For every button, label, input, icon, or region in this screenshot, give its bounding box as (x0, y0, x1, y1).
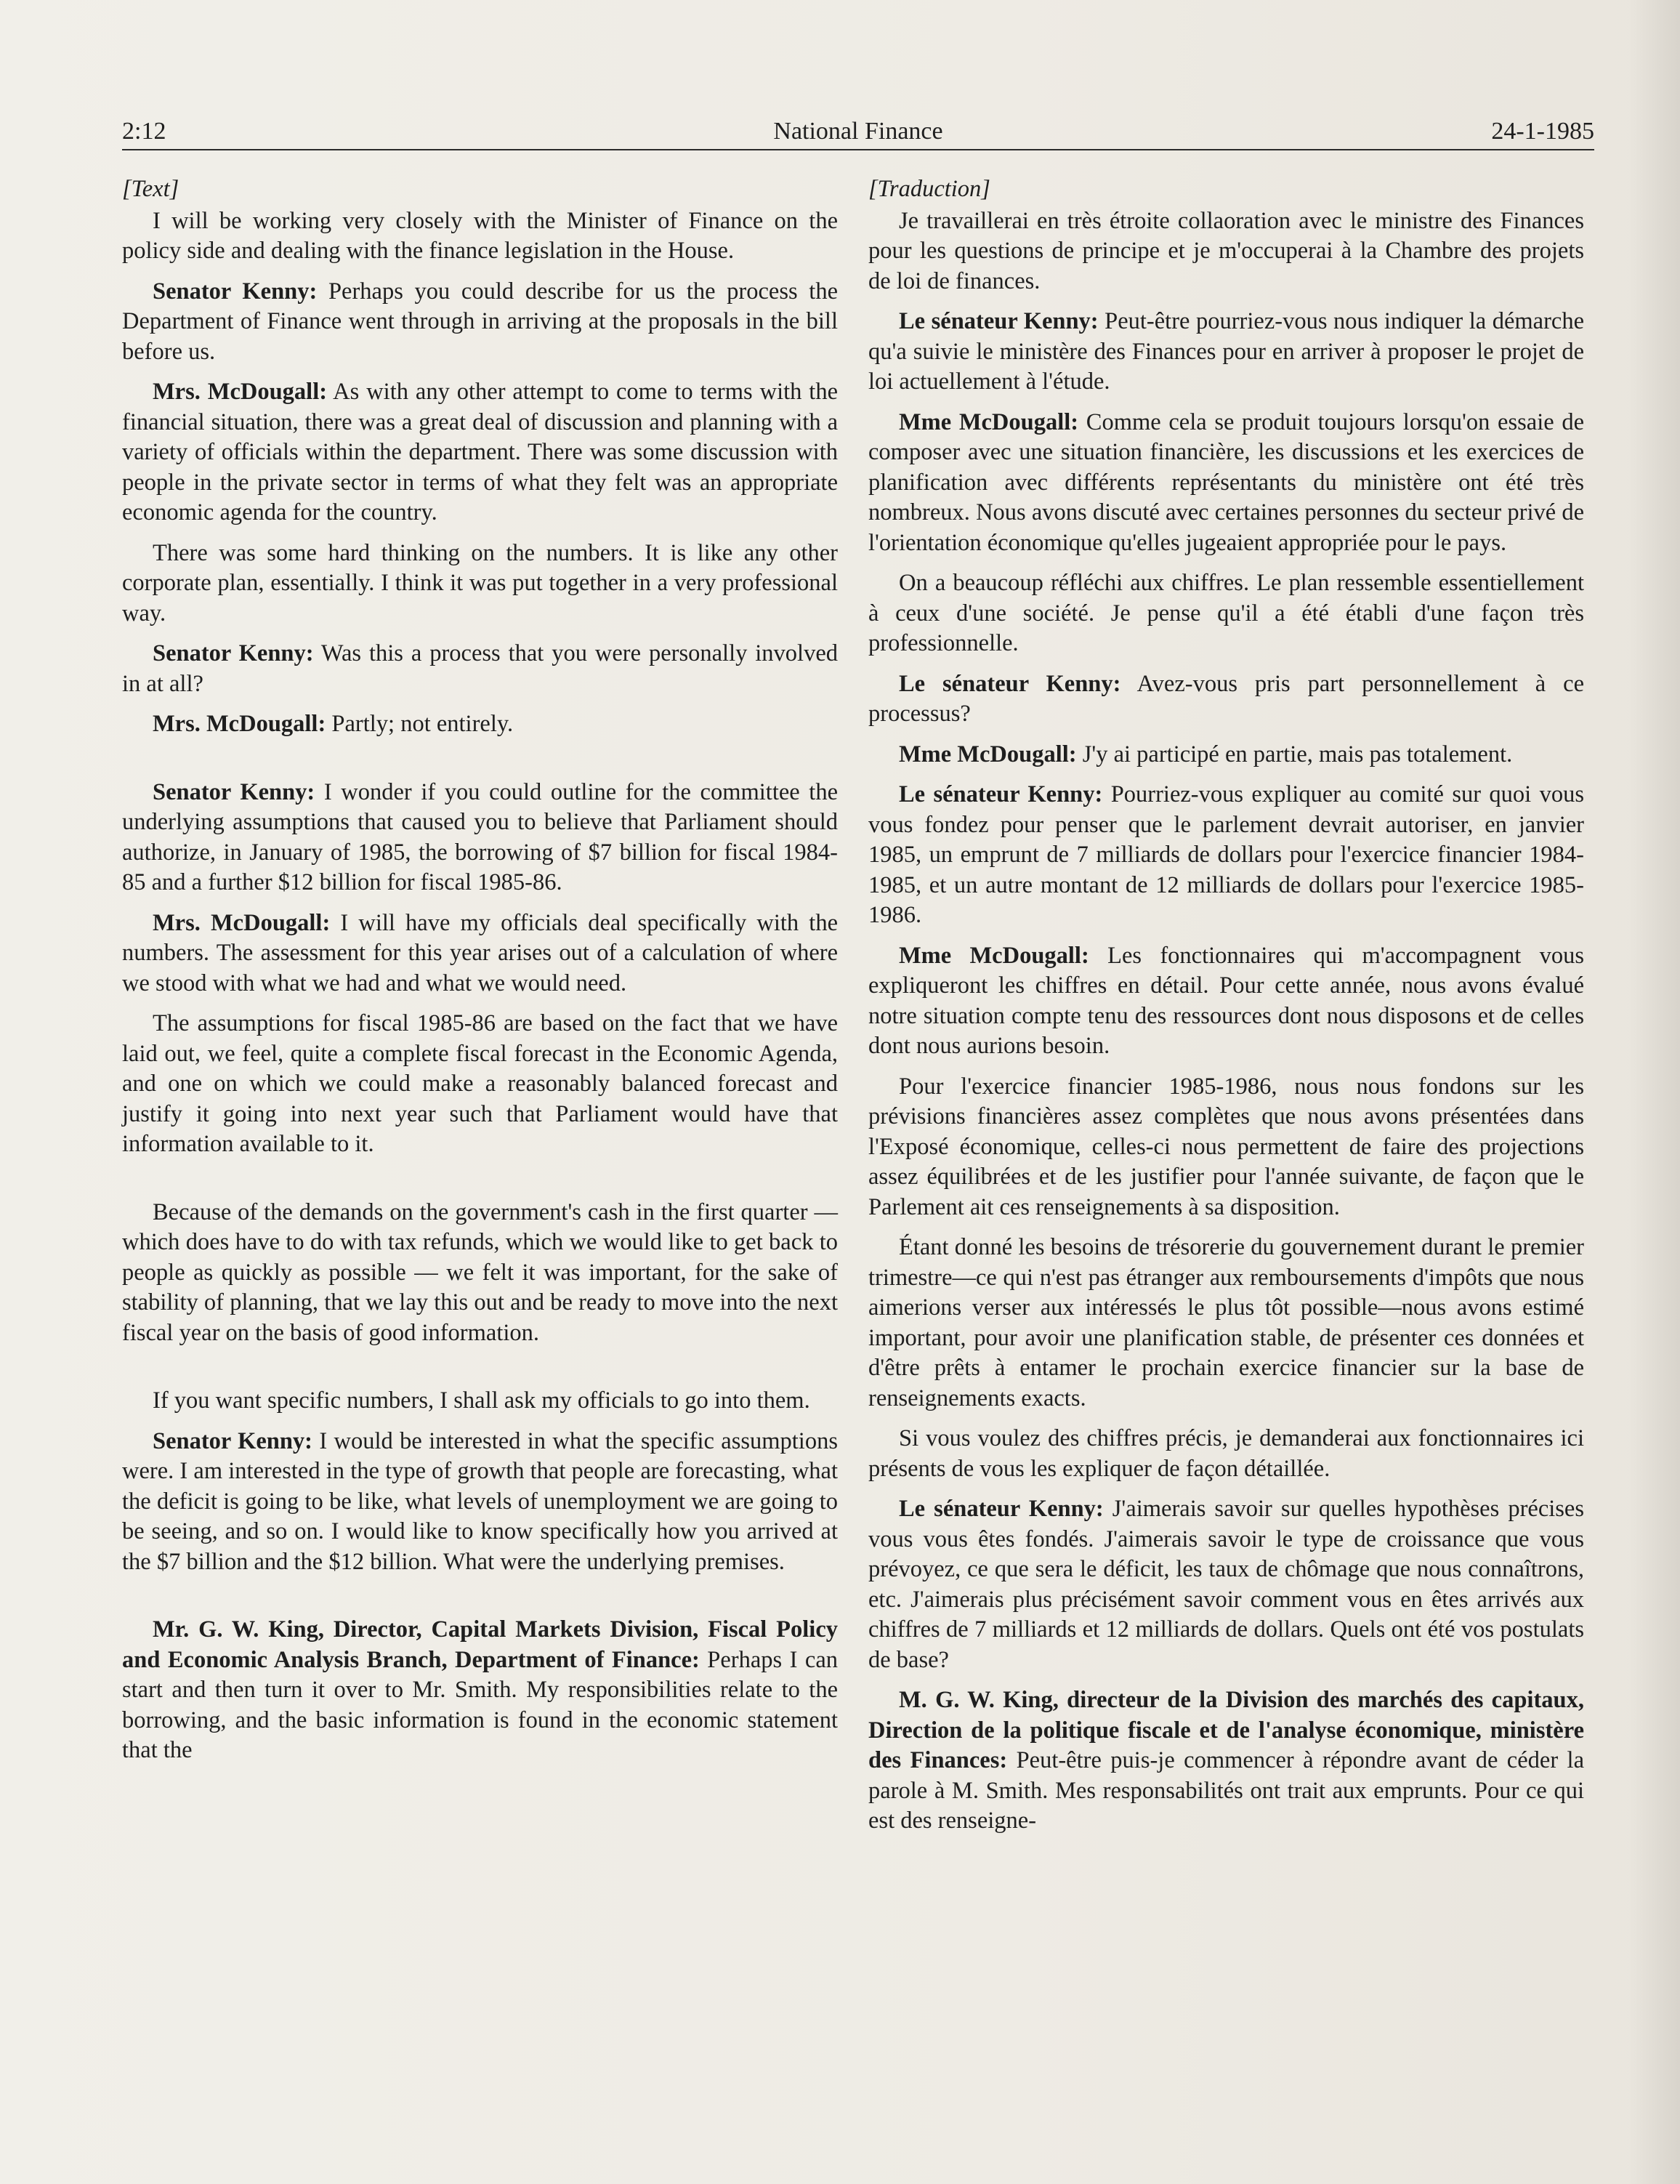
speaker-name: Mr. G. W. King, Director, Capital Markets Division, Fiscal Policy and Economic Analysis Branch, Department of Finance: (122, 1616, 838, 1673)
speaker-name: Senator Kenny: (153, 778, 315, 805)
sitting-date: 24-1-1985 (1491, 118, 1594, 145)
paragraph (122, 639, 838, 699)
speech-text: The assumptions for fiscal 1985-86 are based on the fact that we have laid out, we feel, quite a complete fiscal forecast in the Economic Agenda, and one on which we could make a reasonably balanced forecast and justify it going into next year such that Parliament would have that information available to it. (122, 1010, 838, 1157)
speech-text: If you want specific numbers, I shall ask my officials to go into them. (153, 1387, 810, 1414)
running-header (122, 109, 1594, 151)
speaker-name: Senator Kenny: (153, 278, 318, 305)
speech-text: Perhaps you could describe for us the process the Department of Finance went through in arriving at the proposals in the bill before us. (122, 278, 839, 365)
speaker-name: Mme McDougall: (899, 408, 1079, 435)
speaker-name: Senator Kenny: (153, 1427, 312, 1454)
paragraph (122, 206, 838, 267)
speech-text: Je travaillerai en très étroite collaoration avec le ministre des Finances pour les questions de principe et je m'occuperai à la Chambre des projets de loi de finances. (868, 207, 1584, 294)
paragraph (868, 941, 1584, 1062)
section-tag: [Text] (122, 176, 179, 202)
paragraph (868, 1233, 1584, 1414)
speech-text: There was some hard thinking on the numbers. It is like any other corporate plan, essentially. I think it was put together in a very professional way. (122, 539, 838, 626)
speech-text: As with any other attempt to come to terms with the financial situation, there was a great deal of discussion and planning with a variety of officials within the department. There was some discussion with people in the private sector in terms of what they felt was an appropriate economic agenda for the country. (122, 379, 838, 525)
speaker-name: Mme McDougall: (899, 741, 1077, 767)
paragraph (868, 1685, 1584, 1837)
speech-text: Peut-être pourriez-vous nous indiquer la démarche qu'a suivie le ministère des Finances pour en arriver à proposer le projet de loi actuellement à l'étude. (868, 308, 1584, 395)
speech-text: J'aimerais savoir sur quelles hypothèses précises vous vous êtes fondés. J'aimerais savoir le type de croissance que vous prévoyez, ce que sera le déficit, les taux de chômage que nous connaîtrons, etc. J'aimerais plus précisément savoir comment vous en êtes arrivés aux chiffres de 7 milliards et 12 milliards de dollars. Quels ont été vos postulats de base? (868, 1496, 1584, 1673)
speaker-name: Le sénateur Kenny: (899, 781, 1103, 807)
speech-text: Pourriez-vous expliquer au comité sur quoi vous vous fondez pour penser que le parlement devrait autoriser, en janvier 1985, un emprunt de 7 milliards de dollars pour l'exercice financier 1984-1985, et un autre montant de 12 milliards de dollars pour l'exercice 1985-1986. (868, 781, 1584, 928)
speech-text: Peut-être puis-je commencer à répondre avant de céder la parole à M. Smith. Mes responsabilités ont trait aux emprunts. Pour ce qui est des renseigne- (868, 1747, 1585, 1834)
speaker-name: Mrs. McDougall: (153, 379, 328, 405)
paragraph (868, 780, 1584, 931)
speaker-name: Mrs. McDougall: (153, 909, 331, 936)
paragraph (122, 1009, 838, 1160)
paragraph (868, 307, 1584, 398)
paragraph (122, 1198, 838, 1349)
page-edge-shadow (1629, 0, 1680, 2184)
speech-text: I will have my officials deal specifically with the numbers. The assessment for this year arises out of a calculation of where we stood with what we had and what we would need. (122, 909, 838, 996)
speech-text: Was this a process that you were personally involved in at all? (122, 640, 838, 697)
header-rule (122, 149, 1594, 150)
speech-text: I will be working very closely with the Minister of Finance on the policy side and dealing with the finance legislation in the House. (122, 207, 838, 264)
paragraph (122, 709, 838, 740)
paragraph (122, 1427, 838, 1578)
paragraph (868, 1072, 1584, 1223)
speaker-name: Mrs. McDougall: (153, 711, 326, 737)
speech-text: Pour l'exercice financier 1985-1986, nous nous fondons sur les prévisions financières assez complètes que nous avons présentées dans l'Exposé économique, celles-ci nous permettent de faire des projections assez équilibrées et de les justifier pour l'année suivante, de façon que le Parlement ait ces renseignements à sa disposition. (868, 1073, 1584, 1220)
speaker-name: Le sénateur Kenny: (899, 1496, 1104, 1522)
speaker-name: Senator Kenny: (153, 640, 314, 666)
speech-text: Comme cela se produit toujours lorsqu'on essaie de composer avec une situation financière, les discussions et les exercices de planification avec différents représentants du ministère ont été très nombreux. Nous avons discuté avec certaines personnes du secteur privé de l'orientation économique qu'elles jugeaient appropriée pour le pays. (868, 408, 1584, 556)
paragraph (868, 206, 1584, 297)
paragraph (122, 377, 838, 528)
speaker-name: Le sénateur Kenny: (899, 308, 1099, 334)
committee-title: National Finance (773, 118, 943, 145)
speech-text: Because of the demands on the government's cash in the first quarter — which does have to do with tax refunds, which we would like to get back to people as quickly as possible — we felt it was important, for the sake of stability of planning, that we lay this out and be ready to move into the next fiscal year on the basis of good information. (122, 1198, 838, 1346)
paragraph (868, 1494, 1584, 1675)
speech-text: J'y ai participé en partie, mais pas totalement. (1076, 741, 1513, 767)
speaker-name: M. G. W. King, directeur de la Division des marchés des capitaux, Direction de la politique fiscale et de l'analyse économique, ministère des Finances: (868, 1687, 1584, 1773)
french-column (868, 174, 1584, 1837)
paragraph (122, 539, 838, 629)
page-number: 2:12 (122, 118, 166, 145)
paragraph (122, 277, 838, 368)
paragraph (122, 908, 838, 999)
english-column (122, 174, 838, 1766)
speech-text: On a beaucoup réfléchi aux chiffres. Le plan ressemble essentiellement à ceux d'une société. Je pense qu'il a été établi d'une façon très professionnelle. (868, 570, 1584, 656)
speaker-name: Le sénateur Kenny: (899, 670, 1121, 697)
speech-text: Partly; not entirely. (326, 711, 514, 737)
section-tag: [Traduction] (868, 176, 990, 202)
speech-text: I wonder if you could outline for the committee the underlying assumptions that caused you to believe that Parliament should authorize, in January of 1985, the borrowing of $7 billion for fiscal 1984-85 and a further $12 billion for fiscal 1985-86. (122, 778, 838, 895)
paragraph (122, 1615, 838, 1766)
paragraph (868, 740, 1584, 770)
speech-text: Perhaps I can start and then turn it over to Mr. Smith. My responsibilities relate to the borrowing, and the basic information is found in the economic statement that the (122, 1646, 839, 1763)
paragraph (868, 669, 1584, 730)
speech-text: I would be interested in what the specific assumptions were. I am interested in the type of growth that people are forecasting, what the deficit is going to be like, what levels of unemployment we are going to be seeing, and so on. I would like to know specifically how you arrived at the $7 billion and the $12 billion. What were the underlying premises. (122, 1427, 838, 1575)
speech-text: Étant donné les besoins de trésorerie du gouvernement durant le premier trimestre—ce qui n'est pas étranger aux remboursements d'impôts que nous aimerions verser aux intéressés le plus tôt possible—nous avons estimé important, pour avoir une planification stable, de présenter ces données et d'être prêts à entamer le prochain exercice financier sur la base de renseignements exacts. (868, 1234, 1584, 1411)
speech-text: Si vous voulez des chiffres précis, je demanderai aux fonctionnaires ici présents de vous les expliquer de façon détaillée. (868, 1425, 1584, 1482)
speaker-name: Mme McDougall: (899, 942, 1089, 969)
paragraph (868, 1424, 1584, 1484)
paragraph (868, 408, 1584, 559)
paragraph (122, 1386, 838, 1417)
paragraph (122, 778, 838, 898)
speech-text: Avez-vous pris part personnellement à ce processus? (868, 670, 1584, 727)
paragraph (868, 568, 1584, 659)
speech-text: Les fonctionnaires qui m'accompagnent vous expliqueront les chiffres en détail. Pour cette année, nous avons évalué notre situation compte tenu des ressources dont nous disposons et de celles dont nous aurions besoin. (868, 942, 1584, 1059)
